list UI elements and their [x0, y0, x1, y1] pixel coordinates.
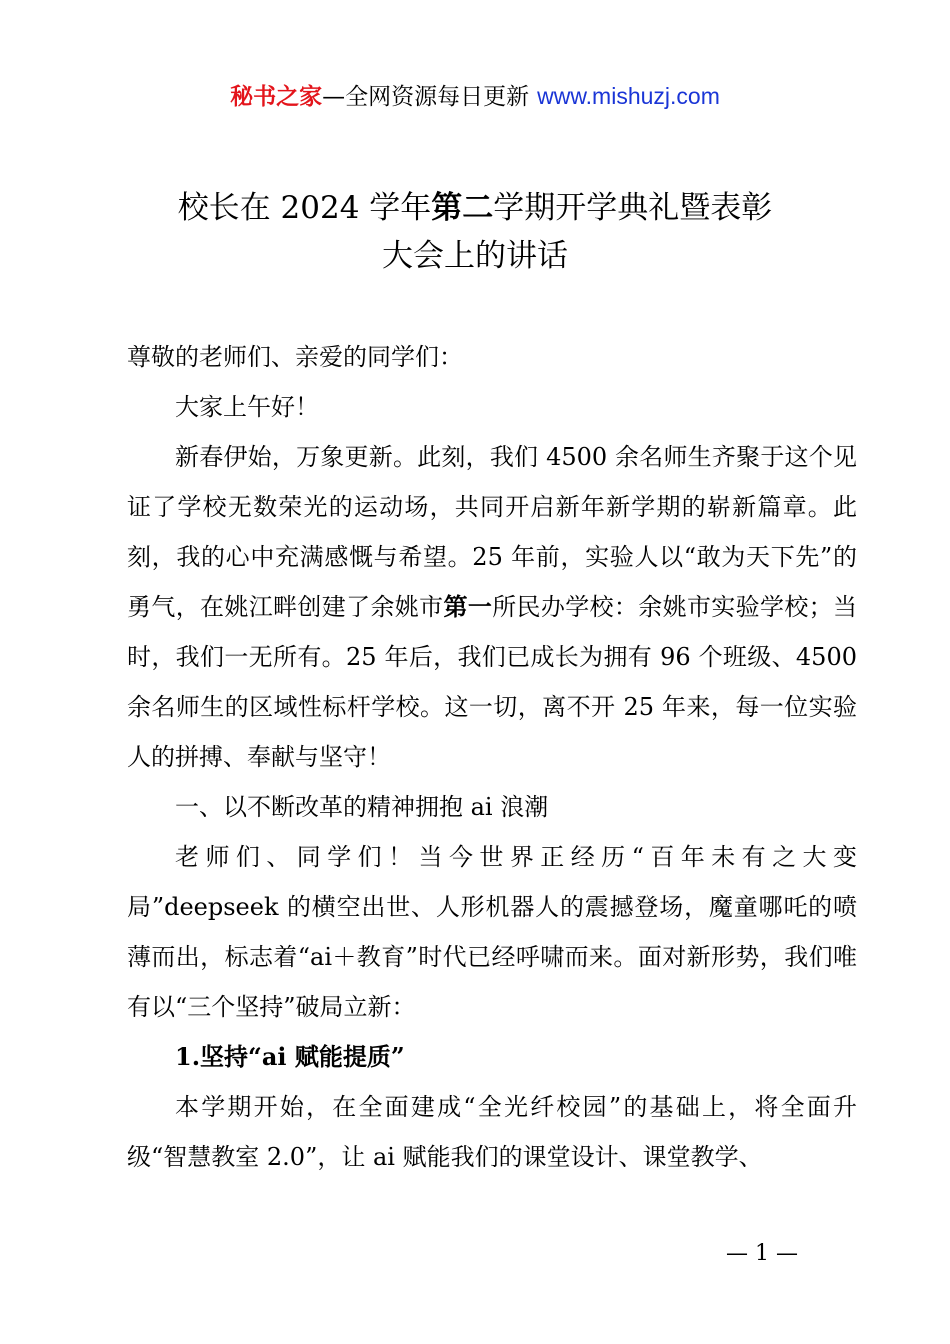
paragraph-1-c: 所民办学校：余姚市实验学校；当时，我们一无所有。25 年后，我们已成长为拥有 96 个班级、4500 余名师生的区域性标杆学校。这一切，离不开 25 年来，每一位实验人的拼搏、奉献与坚守！	[127, 593, 858, 771]
document-title	[0, 184, 950, 280]
paragraph-1-a: 新春伊始，万象更新。此刻，我们 4500 余名师生齐聚于这个见证了学校无数荣光的运动场，共同开启新年新学期的崭新篇章。此刻，我的心中充满感慨与希望。25 年前，实验人以“敢为天下先”的勇气，在姚江畔创建了余姚市	[127, 443, 857, 621]
header-slogan: —全网资源每日更新	[322, 84, 530, 110]
brand-name: 秘书之家	[230, 84, 323, 110]
paragraph-1	[127, 432, 857, 782]
subheading-1: 1.坚持“ai 赋能提质”	[175, 1042, 405, 1071]
site-url[interactable]: www.mishuzj.com	[537, 83, 720, 109]
paragraph-2: 老师们、同学们！当今世界正经历“百年未有之大变局”deepseek 的横空出世、人形机器人的震撼登场，魔童哪吒的喷薄而出，标志着“ai＋教育”时代已经呼啸而来。面对新形势，我们唯有以“三个坚持”破局立新：	[127, 843, 857, 1021]
title-line-1-a: 校长在 2024 学年	[177, 190, 432, 226]
title-line-1-bold: 第二	[431, 190, 494, 226]
salutation: 尊敬的老师们、亲爱的同学们：	[127, 343, 463, 371]
document-body	[127, 332, 857, 1182]
page-number: — 1 —	[726, 1241, 798, 1266]
greeting: 大家上午好！	[175, 393, 319, 421]
section-heading-1: 一、以不断改革的精神拥抱 ai 浪潮	[175, 793, 549, 821]
title-line-1-c: 学期开学典礼暨表彰	[493, 190, 773, 226]
title-line-2: 大会上的讲话	[382, 238, 568, 274]
title-line-1	[0, 184, 950, 232]
site-header	[0, 78, 950, 115]
paragraph-1-bold: 第一	[443, 592, 493, 621]
paragraph-3: 本学期开始，在全面建成“全光纤校园”的基础上，将全面升级“智慧教室 2.0”，让 ai 赋能我们的课堂设计、课堂教学、	[127, 1093, 857, 1171]
